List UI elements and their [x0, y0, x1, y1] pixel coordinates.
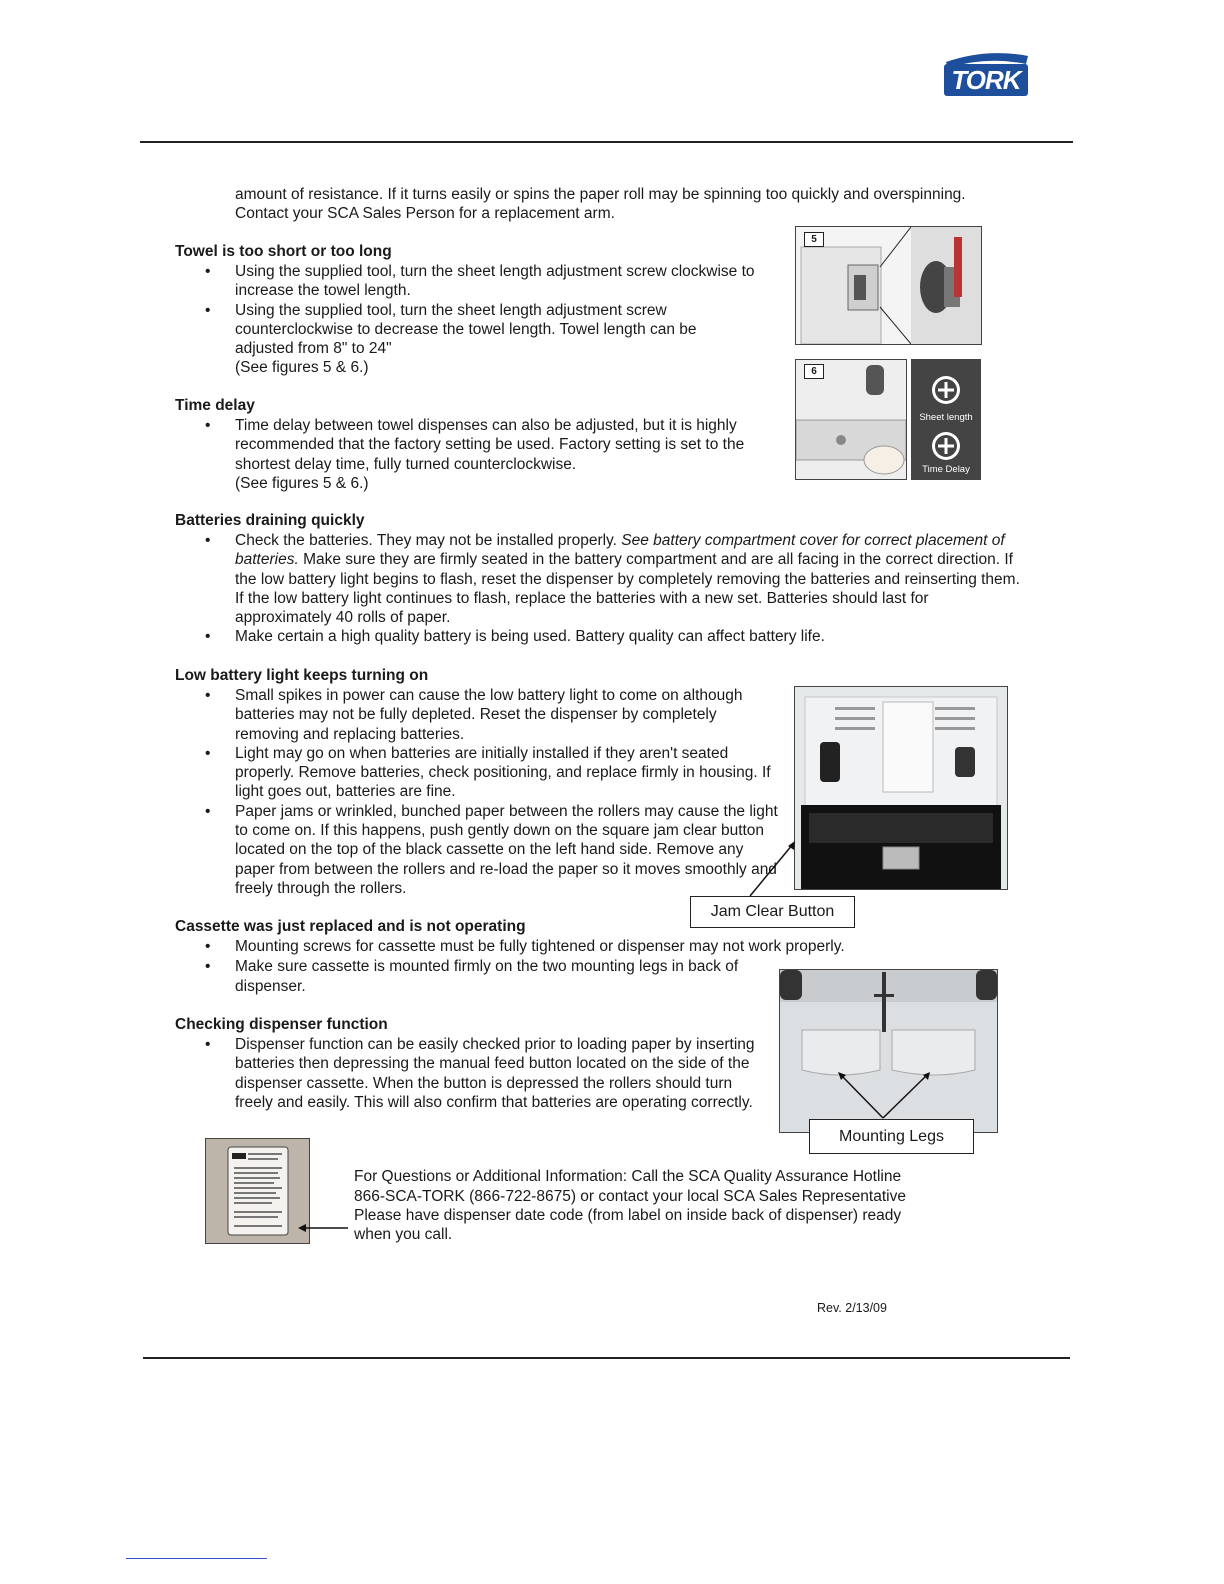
list-item: • Using the supplied tool, turn the sheet length adjustment screw clockwise to increase the towel length.: [176, 262, 782, 301]
contact-line-4: when you call.: [354, 1226, 453, 1243]
date-code-label-photo: [205, 1138, 310, 1244]
mounting-legs-callout: Mounting Legs: [809, 1119, 974, 1154]
list-item: • Using the supplied tool, turn the sheet length adjustment screw counterclockwise to decrease the towel length. Towel length can be adjusted from 8" to 24": [176, 301, 782, 359]
list-item: • Make certain a high quality battery is being used. Battery quality can affect battery life.: [176, 627, 1026, 646]
list-item: • Make sure cassette is mounted firmly on the two mounting legs in back of dispenser.: [176, 957, 936, 996]
intro-line-1: amount of resistance. If it turns easily or spins the paper roll may be spinning too quickly and overspinning.: [235, 186, 966, 203]
batteries-list: [176, 531, 1026, 647]
revision-date: Rev. 2/13/09: [817, 1301, 887, 1315]
list-item: • Small spikes in power can cause the low battery light to come on although batteries may not be fully depleted. Reset the dispenser by completely removing and replacing batteries.: [176, 686, 782, 744]
jam-clear-arrow: [745, 840, 805, 900]
list-item: • Light may go on when batteries are initially installed if they aren't seated properly. Remove batteries, check positioning, and replace firmly in housing. If light goes out, batteries are fine.: [176, 744, 782, 802]
heading-cassette: Cassette was just replaced and is not operating: [175, 918, 526, 935]
bottom-rule: [143, 1357, 1070, 1359]
footnote-rule: [126, 1558, 267, 1559]
figure-6-photo: [795, 359, 907, 480]
figure-5-label: 5: [804, 232, 824, 247]
figure-5-photo: [795, 226, 982, 345]
low-battery-list: [176, 686, 782, 898]
dial-panel: [911, 359, 981, 480]
intro-line-2: Contact your SCA Sales Person for a replacement arm.: [235, 205, 615, 222]
top-rule: [140, 141, 1073, 143]
heading-batteries: Batteries draining quickly: [175, 512, 365, 529]
heading-checking: Checking dispenser function: [175, 1016, 388, 1033]
delay-see-figures: (See figures 5 & 6.): [235, 475, 369, 492]
contact-line-3: Please have dispenser date code (from label on inside back of dispenser) ready: [354, 1207, 902, 1224]
batteries-text-b: Make sure they are firmly seated in the battery compartment and are all facing in the correct direction. If the low battery light begins to flash, reset the dispenser by completely removing the batteries and reinserting them. If the low battery light continues to flash, replace the batteries with a new set. Batteries should last for approximately 40 rolls of paper.: [235, 551, 1020, 627]
time-delay-label: Time Delay: [922, 464, 970, 475]
label-arrow: [298, 1222, 350, 1234]
sheet-length-label: Sheet length: [919, 412, 973, 423]
list-item: • Time delay between towel dispenses can also be adjusted, but it is highly recommended that the factory setting be used. Factory setting is set to the shortest delay time, fully turned counterclockwise.: [176, 416, 782, 474]
jam-clear-callout: Jam Clear Button: [690, 896, 855, 928]
towel-see-figures: (See figures 5 & 6.): [235, 359, 369, 376]
checking-list: [176, 1035, 766, 1112]
batteries-text-italic: See battery compartment cover for correct placement of batteries.: [235, 532, 1005, 569]
heading-time-delay: Time delay: [175, 397, 255, 414]
tork-logo: [940, 50, 1032, 100]
list-item: • Dispenser function can be easily checked prior to loading paper by inserting batteries then depressing the manual feed button located on the side of the dispenser cassette. When the button is depressed the rollers should turn freely and easily. This will also confirm that batteries are operating correctly.: [176, 1035, 766, 1112]
list-item: [176, 531, 1026, 627]
mounting-legs-arrows: [835, 1070, 935, 1122]
logo-text: TORK: [951, 65, 1021, 95]
heading-towel: Towel is too short or too long: [175, 243, 392, 260]
dispenser-interior-photo: [794, 686, 1008, 890]
contact-line-1: For Questions or Additional Information: Call the SCA Quality Assurance Hotline: [354, 1168, 902, 1185]
heading-low-battery: Low battery light keeps turning on: [175, 667, 429, 684]
contact-line-2: 866-SCA-TORK (866-722-8675) or contact your local SCA Sales Representative: [354, 1188, 906, 1205]
batteries-text-a: Check the batteries. They may not be installed properly.: [235, 532, 622, 549]
figure-6-label: 6: [804, 364, 824, 379]
list-item: • Mounting screws for cassette must be fully tightened or dispenser may not work properly.: [176, 937, 936, 956]
list-item: • Paper jams or wrinkled, bunched paper between the rollers may cause the light to come on. If this happens, push gently down on the square jam clear button located on the top of the black cassette on the left hand side. Remove any paper from between the rollers and re-load the paper so it moves smoothly and freely through the rollers.: [176, 802, 782, 898]
towel-list: [176, 262, 782, 358]
delay-list: [176, 416, 782, 474]
